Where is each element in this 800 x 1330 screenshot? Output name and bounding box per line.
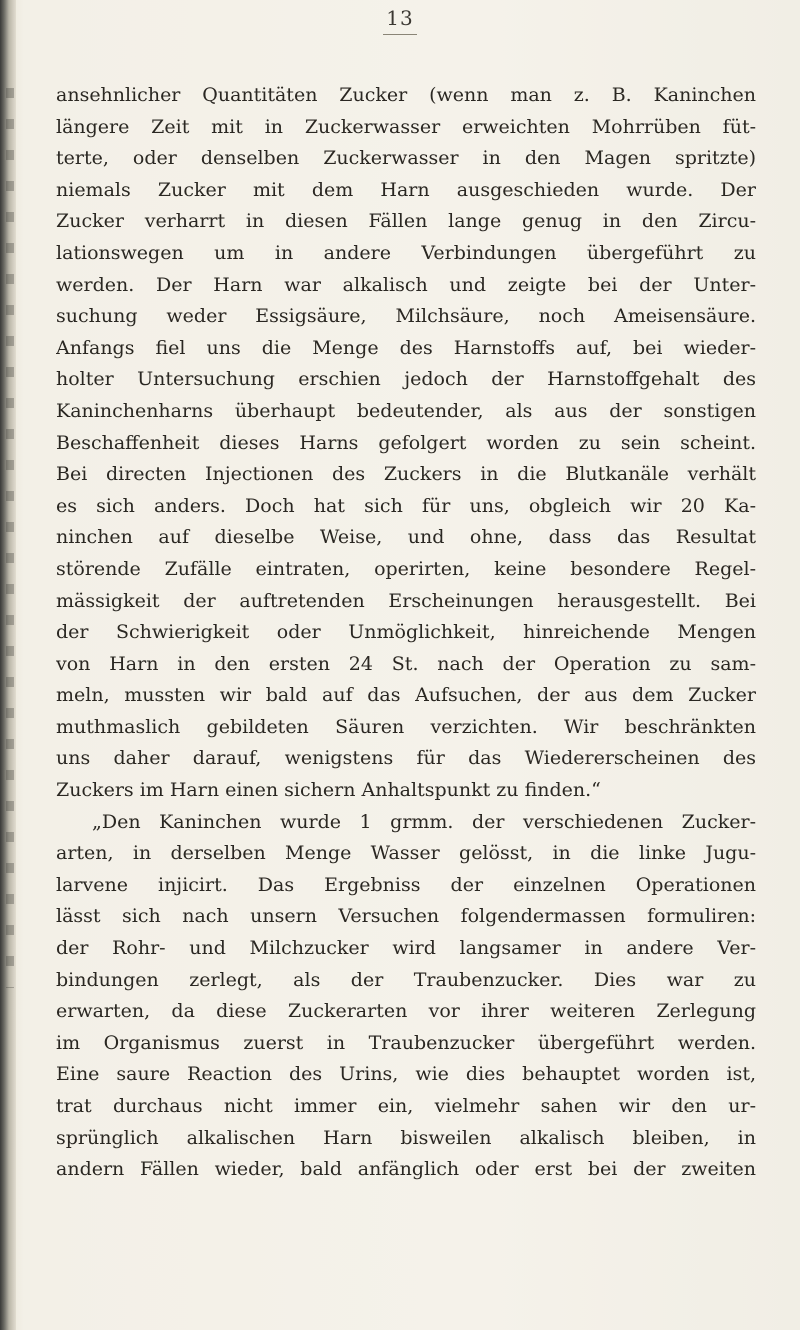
text-line: bindungen zerlegt, als der Traubenzucker. Dies war zu (56, 968, 756, 991)
text-line: holter Untersuchung erschien jedoch der Harnstoffgehalt des (56, 368, 756, 391)
text-line: ansehnlicher Quantitäten Zucker (wenn man z. B. Kaninchen (56, 84, 756, 106)
text-line: der Rohr- und Milchzucker wird langsamer in andere Ver- (56, 937, 756, 960)
text-line: lässt sich nach unsern Versuchen folgendermassen formuliren: (56, 905, 756, 928)
text-line: arten, in derselben Menge Wasser gelösst, in die linke Jugu- (56, 842, 756, 865)
text-line: Kaninchenharns überhaupt bedeutender, als aus der sonstigen (56, 399, 756, 422)
text-line: Beschaffenheit dieses Harns gefolgert worden zu sein scheint. (56, 431, 756, 454)
text-line: lationswegen um in andere Verbindungen übergeführt zu (56, 241, 756, 264)
text-line: meln, mussten wir bald auf das Aufsuchen, der aus dem Zucker (56, 684, 756, 707)
text-line: Bei directen Injectionen des Zuckers in die Blutkanäle verhält (56, 463, 756, 486)
text-line: im Organismus zuerst in Traubenzucker übergeführt werden. (56, 1031, 756, 1054)
text-line: andern Fällen wieder, bald anfänglich oder erst bei der zweiten (56, 1158, 756, 1181)
text-line: längere Zeit mit in Zuckerwasser erweichten Mohrrüben füt- (56, 115, 756, 138)
text-line: larvene injicirt. Das Ergebniss der einzelnen Operationen (56, 873, 756, 896)
text-line: ninchen auf dieselbe Weise, und ohne, dass das Resultat (56, 526, 756, 549)
text-line: niemals Zucker mit dem Harn ausgeschieden wurde. Der (56, 178, 756, 201)
text-line: sprünglich alkalischen Harn bisweilen alkalisch bleiben, in (56, 1126, 756, 1149)
text-line: es sich anders. Doch hat sich für uns, obgleich wir 20 Ka- (56, 494, 756, 517)
text-line: Eine saure Reaction des Urins, wie dies behauptet worden ist, (56, 1063, 756, 1086)
binding-thread-marks (6, 88, 14, 988)
text-line: uns daher darauf, wenigstens für das Wiedererscheinen des (56, 747, 756, 770)
page-number: 13 (386, 6, 414, 30)
text-line: trat durchaus nicht immer ein, vielmehr sahen wir den ur- (56, 1095, 756, 1117)
text-line: terte, oder denselben Zuckerwasser in den Magen spritzte) (56, 147, 756, 170)
paragraph-1 (56, 80, 756, 807)
body-text (56, 80, 756, 1186)
text-line: störende Zufälle eintraten, operirten, keine besondere Regel- (56, 557, 756, 580)
text-line: „Den Kaninchen wurde 1 grmm. der verschiedenen Zucker- (92, 810, 756, 833)
text-line: der Schwierigkeit oder Unmöglichkeit, hinreichende Mengen (56, 621, 756, 644)
text-line: von Harn in den ersten 24 St. nach der Operation zu sam- (56, 652, 756, 675)
text-line: Anfangs fiel uns die Menge des Harnstoffs auf, bei wieder- (56, 336, 756, 359)
text-line: muthmaslich gebildeten Säuren verzichten. Wir beschränkten (56, 715, 756, 738)
text-line: Zucker verharrt in diesen Fällen lange genug in den Zircu- (56, 210, 756, 233)
text-line: Zuckers im Harn einen sichern Anhaltspunkt zu finden.“ (56, 779, 601, 802)
text-line: werden. Der Harn war alkalisch und zeigte bei der Unter- (56, 273, 756, 296)
text-line: mässigkeit der auftretenden Erscheinungen herausgestellt. Bei (56, 589, 756, 612)
paragraph-2 (56, 807, 756, 1186)
text-line: suchung weder Essigsäure, Milchsäure, noch Ameisensäure. (56, 305, 756, 328)
text-line: erwarten, da diese Zuckerarten vor ihrer weiteren Zerlegung (56, 1000, 756, 1023)
page-number-underline (383, 34, 417, 35)
